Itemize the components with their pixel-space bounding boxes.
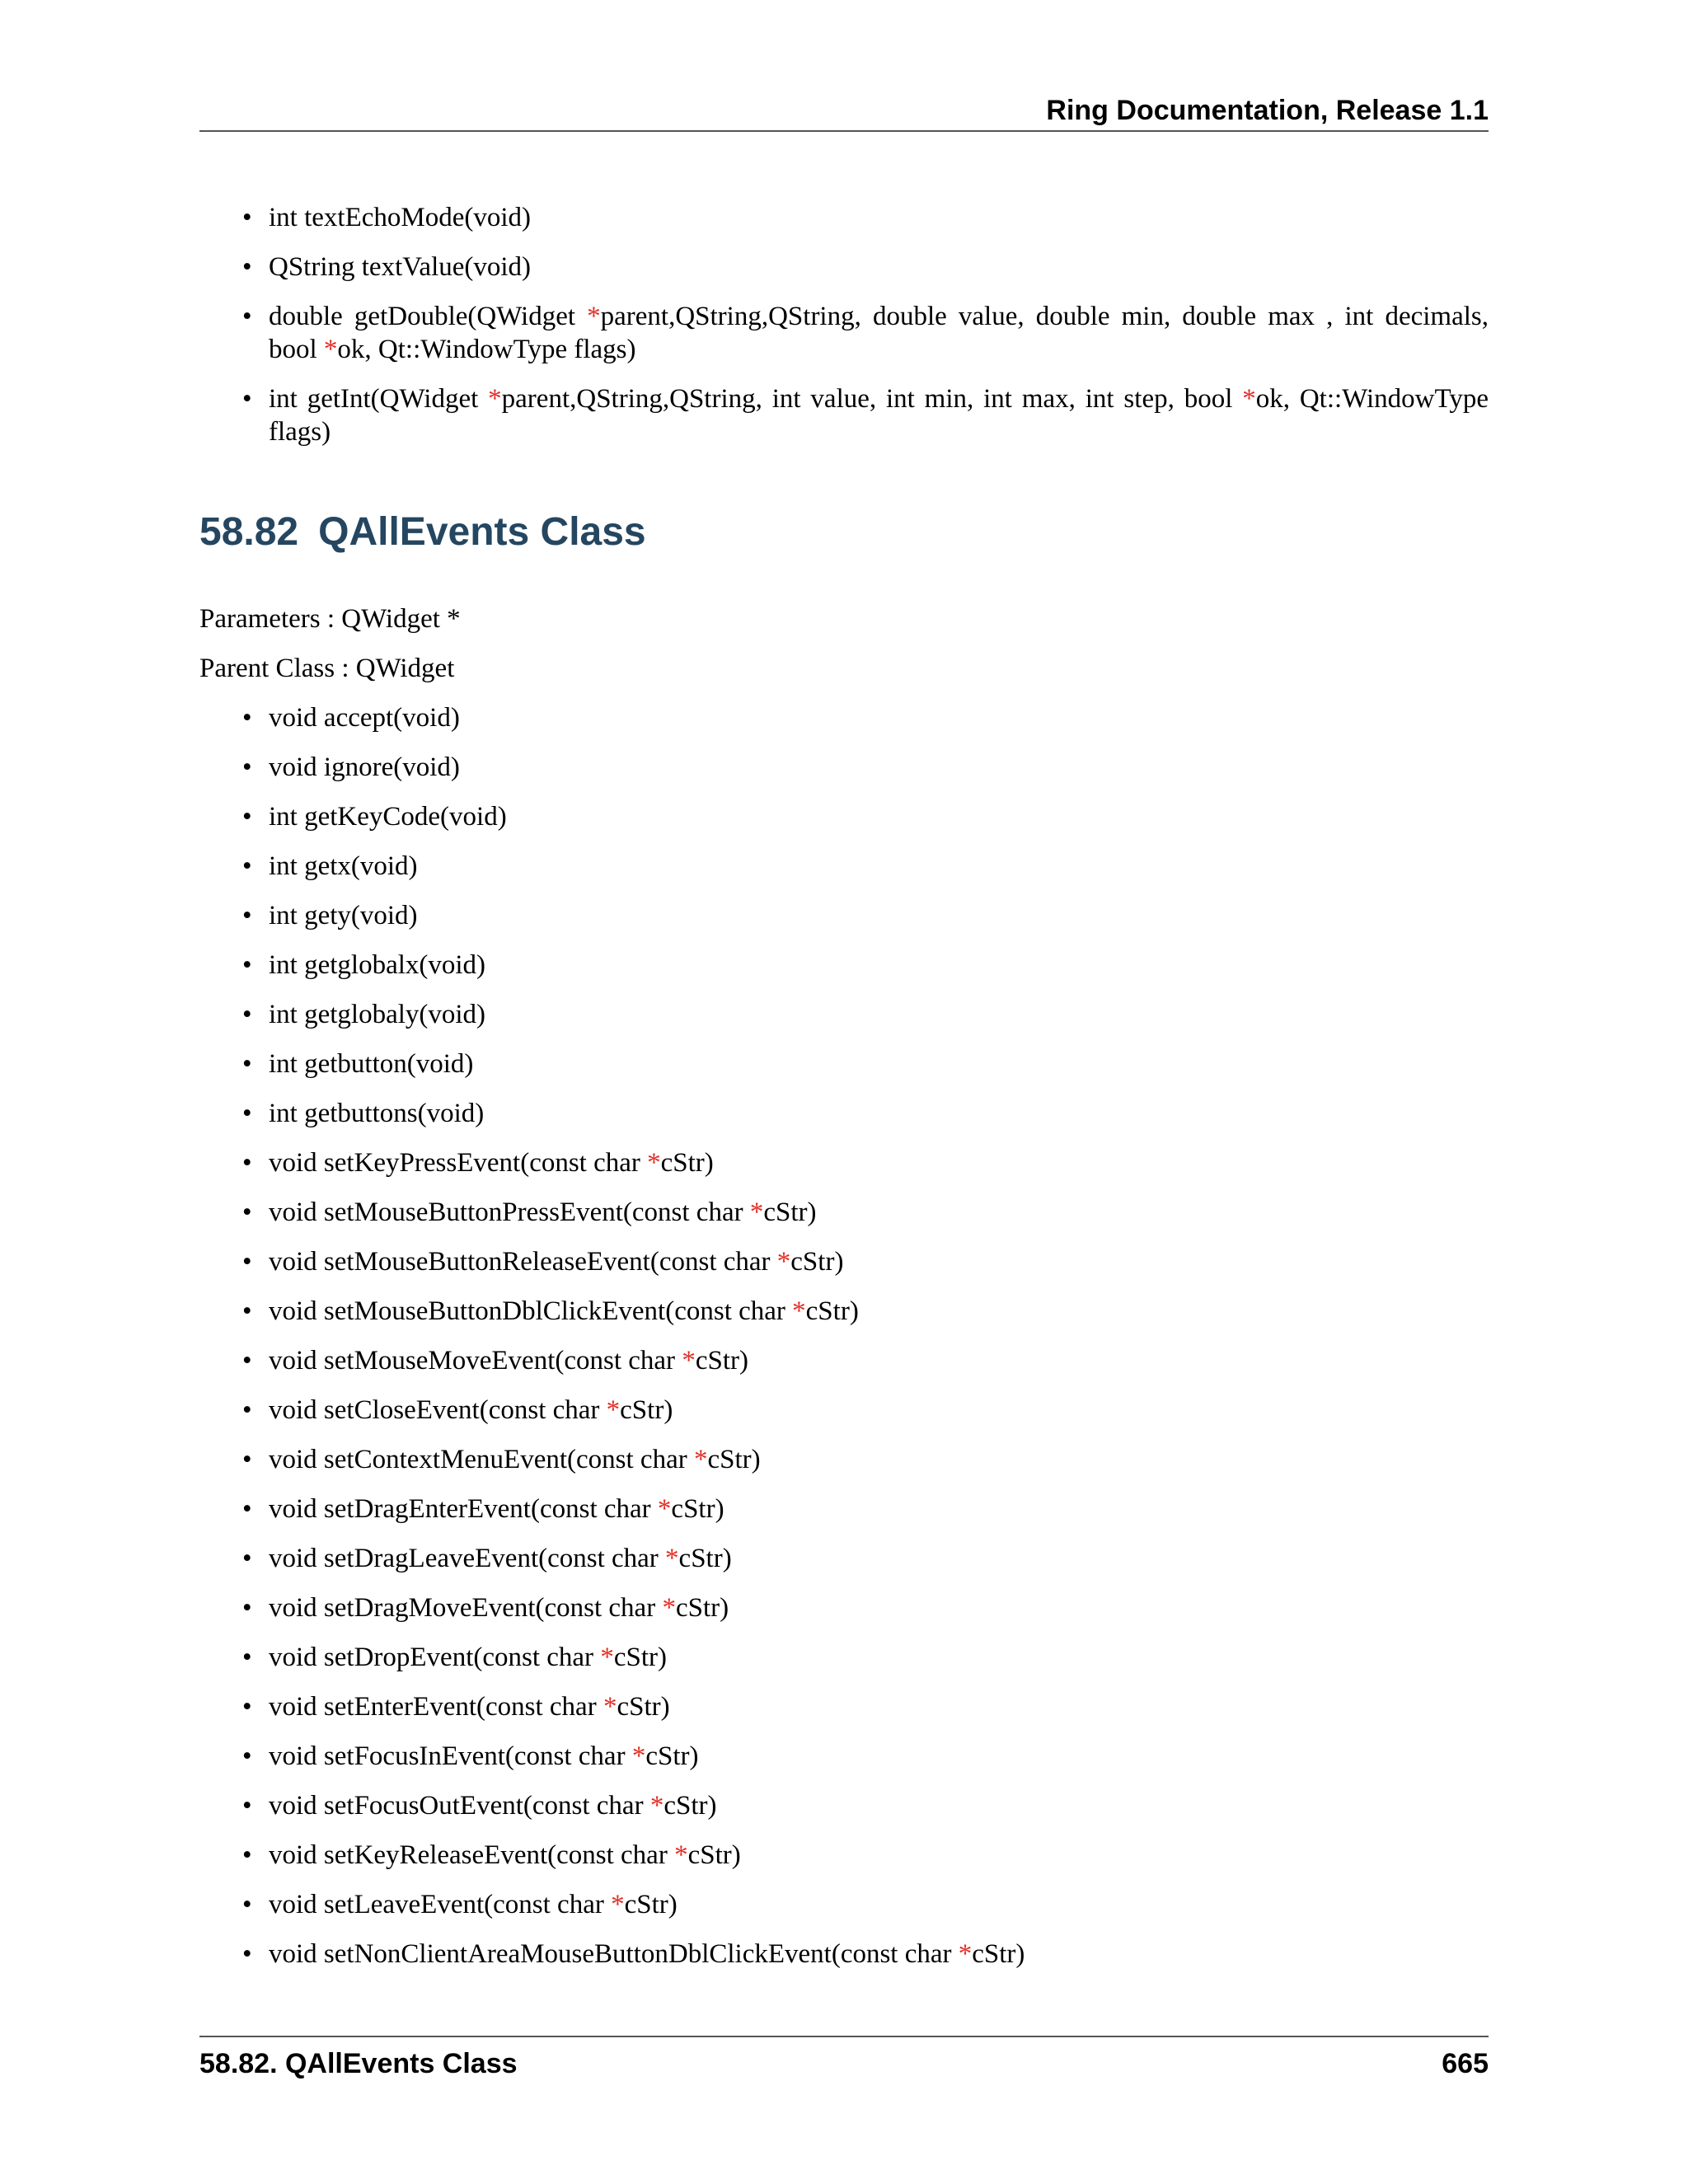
method-item xyxy=(199,1344,1489,1377)
pointer-asterisk: * xyxy=(1242,384,1256,414)
method-item xyxy=(199,1740,1489,1773)
pointer-asterisk: * xyxy=(488,384,502,414)
method-text: void setMouseMoveEvent(const char xyxy=(269,1346,682,1376)
method-text: cStr) xyxy=(617,1692,670,1722)
method-text: parent,QString,QString, double value, double min, double max , int decimals, bool xyxy=(269,302,1489,364)
method-text: cStr) xyxy=(620,1395,673,1425)
bullet-glyph: • xyxy=(242,950,252,980)
method-text: cStr) xyxy=(790,1247,844,1277)
method-item xyxy=(199,1888,1489,1921)
method-item xyxy=(199,1443,1489,1476)
method-text: int getglobalx(void) xyxy=(269,950,486,980)
parent-class-line: Parent Class : QWidget xyxy=(199,654,455,683)
method-text: int getInt(QWidget xyxy=(269,384,489,414)
bullet-glyph: • xyxy=(242,252,252,282)
pointer-asterisk: * xyxy=(662,1593,676,1623)
pointer-asterisk: * xyxy=(792,1296,806,1326)
bullet-glyph: • xyxy=(242,1247,252,1277)
method-text: void setCloseEvent(const char xyxy=(269,1395,607,1425)
bullet-glyph: • xyxy=(242,1000,252,1029)
footer-section: 58.82. QAllEvents Class xyxy=(199,2048,518,2079)
method-item xyxy=(199,751,1489,784)
method-item xyxy=(199,899,1489,932)
method-text: cStr) xyxy=(675,1593,729,1623)
method-text: void setKeyPressEvent(const char xyxy=(269,1148,648,1178)
method-item xyxy=(199,1295,1489,1328)
bullet-glyph: • xyxy=(242,1148,252,1178)
bullet-glyph: • xyxy=(242,1890,252,1919)
bullet-glyph: • xyxy=(242,1395,252,1425)
method-item xyxy=(199,1938,1489,1971)
method-item xyxy=(199,1394,1489,1427)
page-number: 665 xyxy=(1442,2048,1489,2079)
method-text: int getKeyCode(void) xyxy=(269,802,507,832)
method-item xyxy=(199,1245,1489,1278)
method-text: ok, Qt::WindowType flags) xyxy=(337,335,636,364)
method-item xyxy=(199,800,1489,833)
bullet-glyph: • xyxy=(242,1445,252,1474)
method-item xyxy=(199,1641,1489,1674)
method-text: cStr) xyxy=(687,1840,741,1870)
bullet-glyph: • xyxy=(242,1643,252,1672)
method-item xyxy=(199,701,1489,734)
bullet-glyph: • xyxy=(242,384,252,414)
method-text: cStr) xyxy=(624,1890,678,1919)
bullet-glyph: • xyxy=(242,1296,252,1326)
method-text: void setMouseButtonReleaseEvent(const char xyxy=(269,1247,777,1277)
method-item xyxy=(199,382,1489,448)
method-text: void setDragLeaveEvent(const char xyxy=(269,1544,666,1573)
method-text: void setLeaveEvent(const char xyxy=(269,1890,612,1919)
bullet-glyph: • xyxy=(242,851,252,881)
method-list-continued xyxy=(199,201,1489,465)
method-text: void setNonClientAreaMouseButtonDblClickEvent(const char xyxy=(269,1939,959,1969)
bullet-glyph: • xyxy=(242,1049,252,1079)
method-text: void ignore(void) xyxy=(269,752,460,782)
method-text: void setFocusInEvent(const char xyxy=(269,1741,632,1771)
method-text: void setContextMenuEvent(const char xyxy=(269,1445,694,1474)
method-text: cStr) xyxy=(763,1197,817,1227)
pointer-asterisk: * xyxy=(958,1939,973,1969)
method-item xyxy=(199,251,1489,284)
method-text: void setKeyReleaseEvent(const char xyxy=(269,1840,675,1870)
section-heading xyxy=(199,508,646,557)
method-text: cStr) xyxy=(972,1939,1025,1969)
method-text: int getx(void) xyxy=(269,851,418,881)
method-text: void setDragMoveEvent(const char xyxy=(269,1593,663,1623)
bullet-glyph: • xyxy=(242,1840,252,1870)
method-text: parent,QString,QString, int value, int min, int max, int step, bool xyxy=(501,384,1243,414)
bullet-glyph: • xyxy=(242,302,252,331)
footer-rule xyxy=(199,2036,1489,2037)
pointer-asterisk: * xyxy=(674,1840,688,1870)
pointer-asterisk: * xyxy=(611,1890,625,1919)
method-item xyxy=(199,998,1489,1031)
method-item xyxy=(199,1690,1489,1723)
bullet-glyph: • xyxy=(242,1741,252,1771)
method-text: cStr) xyxy=(678,1544,732,1573)
bullet-glyph: • xyxy=(242,1494,252,1524)
method-item xyxy=(199,1789,1489,1822)
pointer-asterisk: * xyxy=(776,1247,791,1277)
method-text: void setEnterEvent(const char xyxy=(269,1692,603,1722)
bullet-glyph: • xyxy=(242,1099,252,1128)
method-text: int getbutton(void) xyxy=(269,1049,474,1079)
method-item xyxy=(199,1146,1489,1179)
section-title: QAllEvents Class xyxy=(318,510,646,554)
pointer-asterisk: * xyxy=(600,1643,614,1672)
method-text: cStr) xyxy=(613,1643,667,1672)
pointer-asterisk: * xyxy=(606,1395,621,1425)
header-rule xyxy=(199,130,1489,132)
bullet-glyph: • xyxy=(242,203,252,232)
bullet-glyph: • xyxy=(242,901,252,930)
method-text: void accept(void) xyxy=(269,703,460,733)
pointer-asterisk: * xyxy=(603,1692,617,1722)
method-text: cStr) xyxy=(663,1791,717,1821)
pointer-asterisk: * xyxy=(693,1445,708,1474)
method-item xyxy=(199,1196,1489,1229)
page-footer xyxy=(199,2046,1489,2082)
bullet-glyph: • xyxy=(242,1197,252,1227)
section-number: 58.82 xyxy=(199,510,299,554)
method-list xyxy=(199,701,1489,1987)
bullet-glyph: • xyxy=(242,1544,252,1573)
method-text: void setDropEvent(const char xyxy=(269,1643,601,1672)
pointer-asterisk: * xyxy=(749,1197,764,1227)
pointer-asterisk: * xyxy=(682,1346,696,1376)
method-text: cStr) xyxy=(707,1445,761,1474)
bullet-glyph: • xyxy=(242,703,252,733)
method-text: cStr) xyxy=(645,1741,699,1771)
method-item xyxy=(199,1591,1489,1624)
method-text: void setMouseButtonPressEvent(const char xyxy=(269,1197,750,1227)
method-item xyxy=(199,1542,1489,1575)
method-item xyxy=(199,850,1489,883)
method-text: void setFocusOutEvent(const char xyxy=(269,1791,650,1821)
method-text: int getbuttons(void) xyxy=(269,1099,485,1128)
method-text: cStr) xyxy=(695,1346,748,1376)
method-text: int getglobaly(void) xyxy=(269,1000,486,1029)
bullet-glyph: • xyxy=(242,1939,252,1969)
method-text: double getDouble(QWidget xyxy=(269,302,588,331)
method-item xyxy=(199,1097,1489,1130)
pointer-asterisk: * xyxy=(323,335,338,364)
method-item xyxy=(199,1839,1489,1872)
method-item xyxy=(199,949,1489,982)
method-text: void setDragEnterEvent(const char xyxy=(269,1494,658,1524)
pointer-asterisk: * xyxy=(657,1494,672,1524)
method-item xyxy=(199,300,1489,366)
method-item xyxy=(199,201,1489,234)
pointer-asterisk: * xyxy=(587,302,601,331)
bullet-glyph: • xyxy=(242,1346,252,1376)
method-item xyxy=(199,1047,1489,1080)
bullet-glyph: • xyxy=(242,802,252,832)
method-item xyxy=(199,1493,1489,1526)
pointer-asterisk: * xyxy=(649,1791,664,1821)
method-text: cStr) xyxy=(660,1148,714,1178)
method-text: int textEchoMode(void) xyxy=(269,203,532,232)
bullet-glyph: • xyxy=(242,752,252,782)
pointer-asterisk: * xyxy=(647,1148,661,1178)
bullet-glyph: • xyxy=(242,1791,252,1821)
bullet-glyph: • xyxy=(242,1692,252,1722)
method-text: ok, Qt::WindowType flags) xyxy=(269,384,1489,447)
method-text: void setMouseButtonDblClickEvent(const char xyxy=(269,1296,793,1326)
method-text: cStr) xyxy=(805,1296,859,1326)
method-text: cStr) xyxy=(671,1494,724,1524)
bullet-glyph: • xyxy=(242,1593,252,1623)
parameters-line: Parameters : QWidget * xyxy=(199,604,461,634)
running-header: Ring Documentation, Release 1.1 xyxy=(1046,95,1489,126)
method-text: int gety(void) xyxy=(269,901,418,930)
method-text: QString textValue(void) xyxy=(269,252,532,282)
pointer-asterisk: * xyxy=(665,1544,679,1573)
pointer-asterisk: * xyxy=(631,1741,646,1771)
